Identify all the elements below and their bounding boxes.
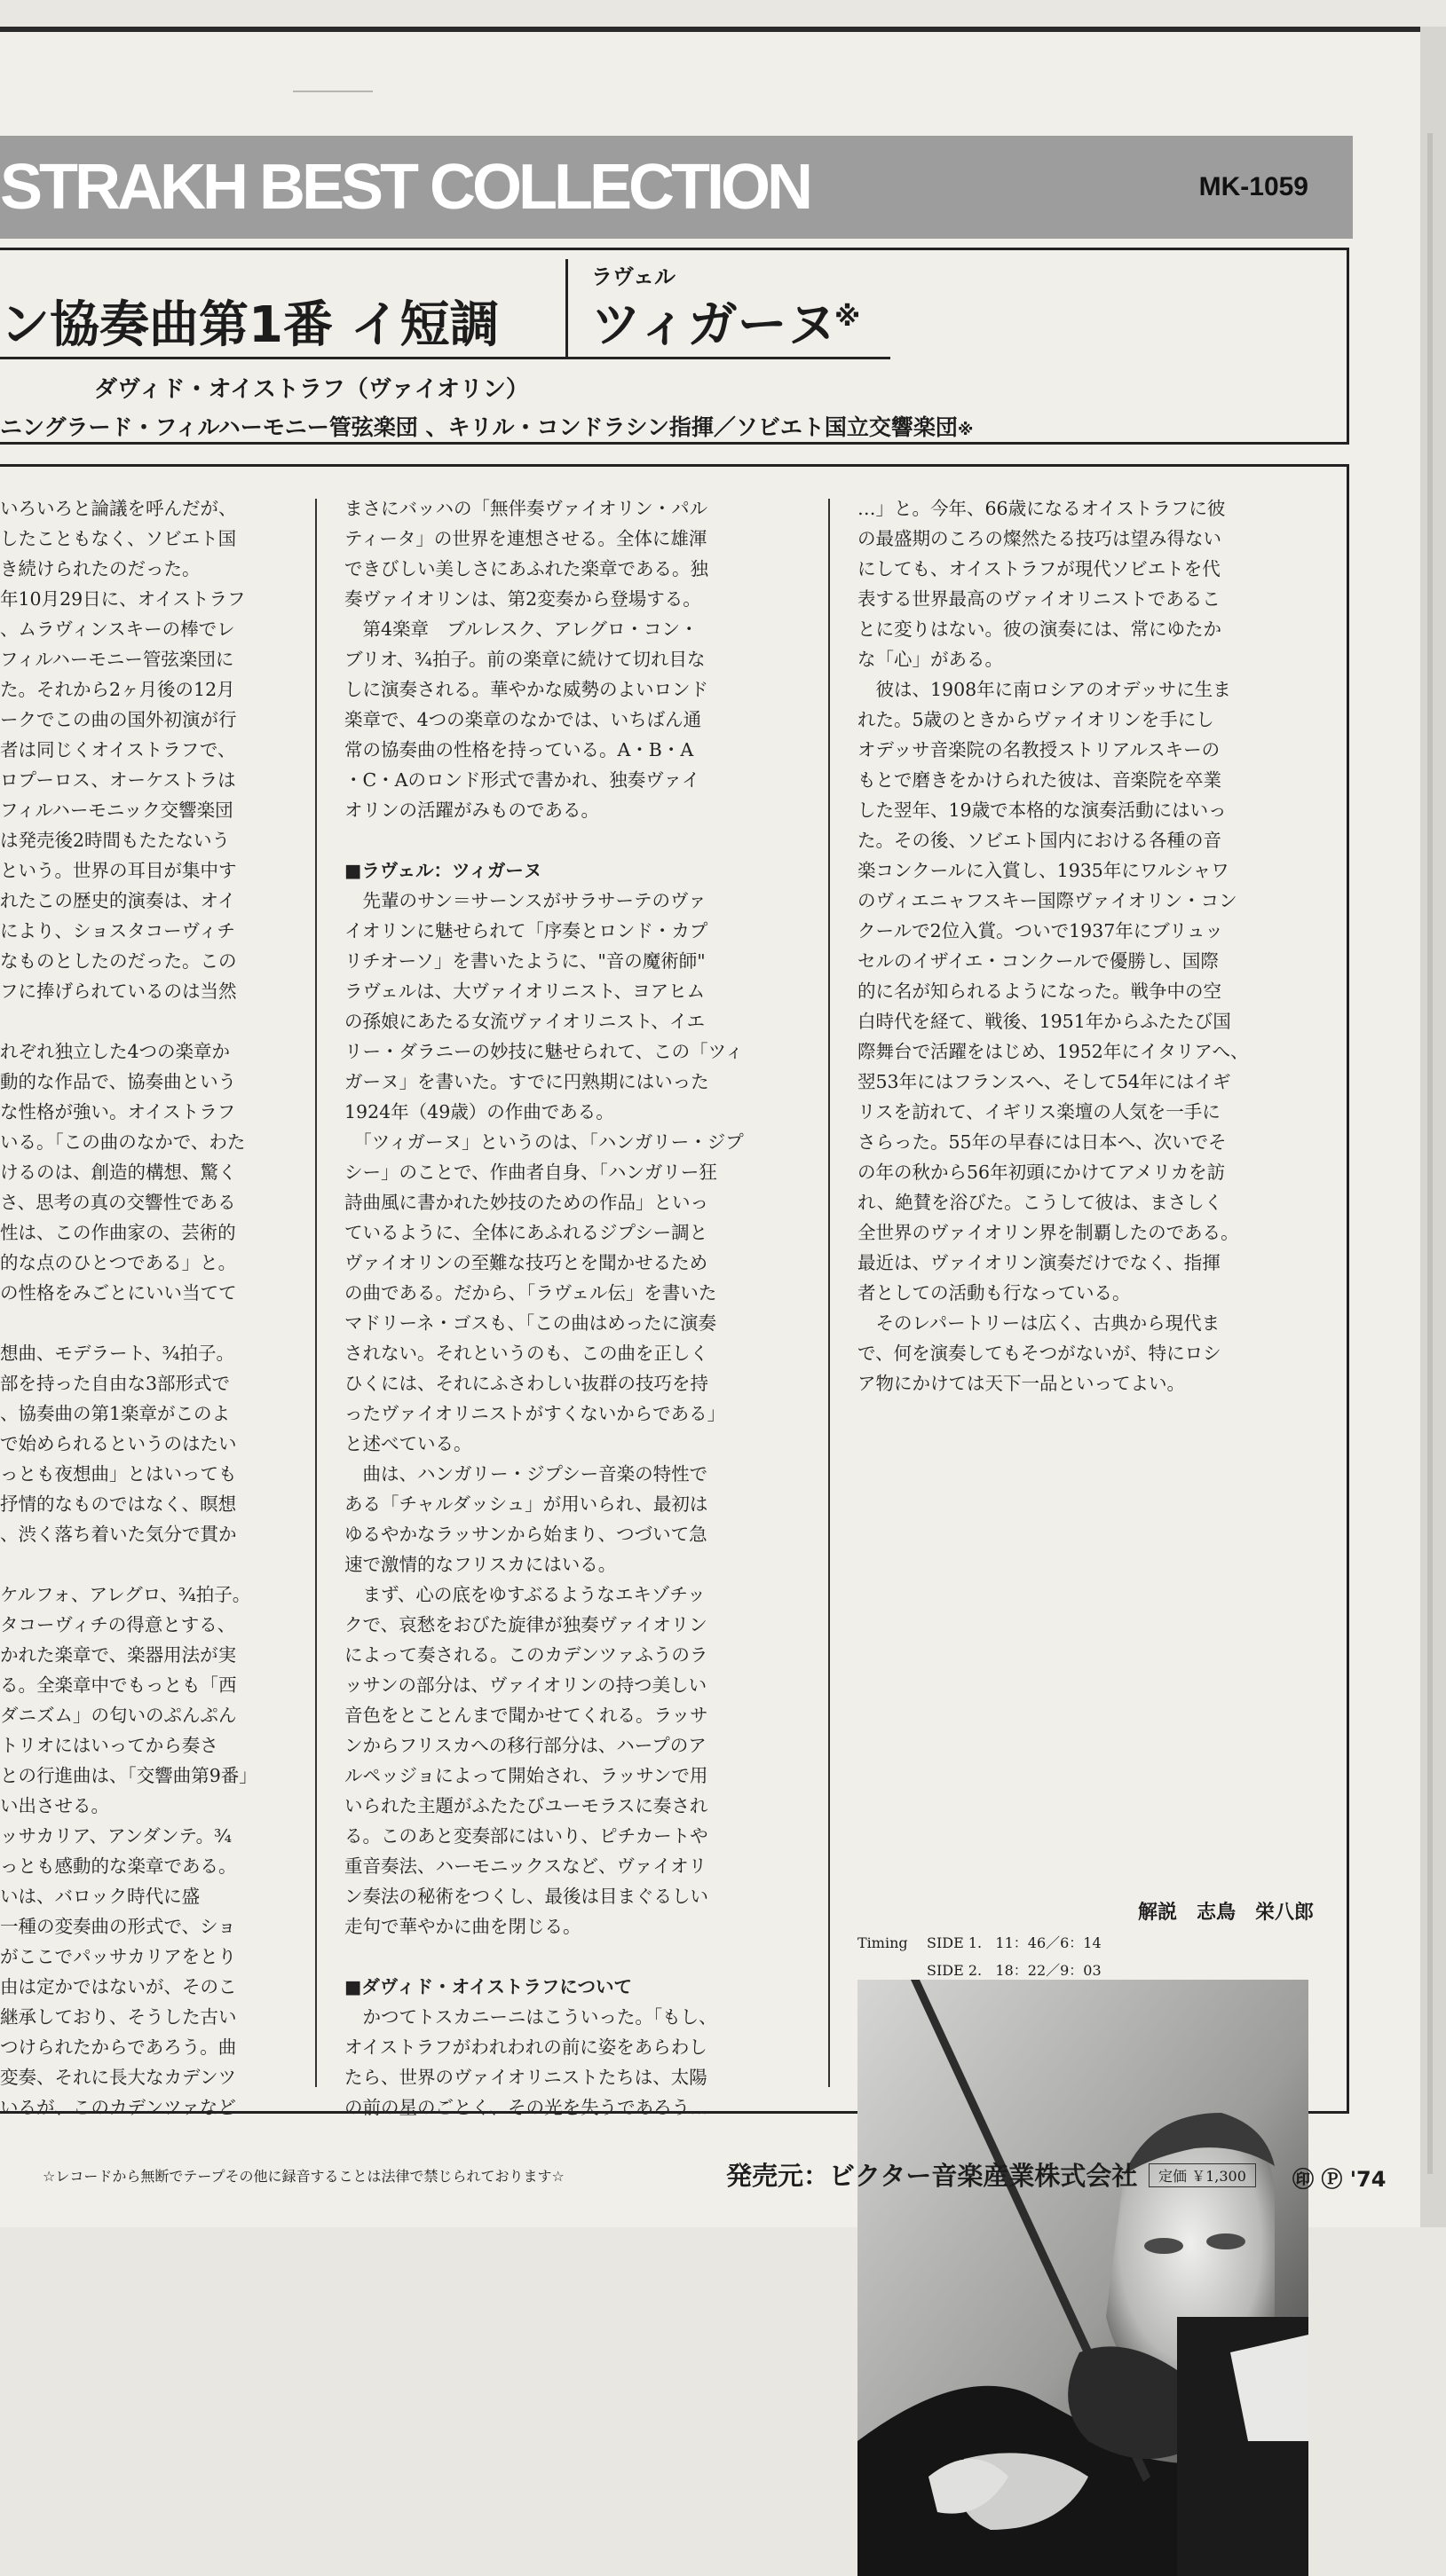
text-line: リー・ダラニーの妙技に魅せられて、この「ツィ bbox=[344, 1041, 744, 1062]
text-line: 表する世界最高のヴァイオリニストであるこ bbox=[857, 588, 1221, 610]
column-divider-2 bbox=[828, 499, 830, 2087]
text-line: 白時代を経て、戦後、1951年からふたたび国 bbox=[857, 1011, 1231, 1032]
text-line: 由は定かではないが、そのこ bbox=[0, 1976, 237, 1997]
text-line: なものとしたのだった。この bbox=[0, 950, 237, 972]
text-line: いるが、このカデンツァなど bbox=[0, 2097, 236, 2118]
footer bbox=[0, 2156, 1420, 2201]
text-line: フィルハーモニック交響楽団 bbox=[0, 800, 233, 821]
text-line: ■ダヴィド・オイストラフについて bbox=[344, 1976, 632, 1997]
text-line: 重音奏法、ハーモニックスなど、ヴァイオリ bbox=[344, 1855, 707, 1877]
text-line: れたこの歴史的演奏は、オイ bbox=[0, 890, 236, 911]
side2-label: SIDE 2. bbox=[927, 1962, 983, 1979]
text-line: 先輩のサン＝サーンスがサラサーテのヴァ bbox=[344, 890, 707, 911]
orchestra-text: ニングラード・フィルハーモニー管弦楽団 、キリル・コンドラシン指揮／ソビエト国立交響楽団 bbox=[0, 414, 958, 440]
text-line: 1924年（49歳）の作曲である。 bbox=[344, 1101, 614, 1123]
text-line: ているように、全体にあふれるジプシー調と bbox=[344, 1222, 708, 1243]
text-line: れぞれ独立した4つの楽章か bbox=[0, 1041, 231, 1062]
text-line: もとで磨きをかけられた彼は、音楽院を卒業 bbox=[857, 769, 1221, 791]
text-line: とに変りはない。彼の演奏には、常にゆたか bbox=[857, 618, 1221, 640]
text-line: そのレパートリーは広く、古典から現代ま bbox=[857, 1312, 1221, 1334]
work2-asterisk-mark: ※ bbox=[834, 302, 861, 333]
text-line: ークでこの曲の国外初演が行 bbox=[0, 709, 237, 730]
text-line: 速で激情的なフリスカにはいる。 bbox=[344, 1554, 617, 1575]
text-line: は発売後2時間もたたないう bbox=[0, 830, 231, 851]
text-line: っとも夜想曲」とはいっても bbox=[0, 1463, 237, 1485]
fold-mark bbox=[293, 91, 373, 92]
text-line: ロプーロス、オーケストラは bbox=[0, 769, 236, 791]
text-line: かれた楽章で、楽器用法が実 bbox=[0, 1644, 237, 1666]
text-line: した翌年、19歳で本格的な演奏活動にはいっ bbox=[857, 800, 1227, 821]
top-edge-line bbox=[0, 27, 1420, 32]
text-line: つけられたからであろう。曲 bbox=[0, 2036, 237, 2058]
text-line: ティータ」の世界を連想させる。全体に雄渾 bbox=[344, 528, 707, 549]
text-line: 翌53年にはフランスへ、そして54年にはイギ bbox=[857, 1071, 1231, 1092]
text-line: ■ラヴェル：ツィガーヌ bbox=[344, 860, 542, 881]
text-line: 継承しており、そうした古い bbox=[0, 2006, 237, 2028]
text-line: 楽コンクールに入賞し、1935年にワルシャワ bbox=[857, 860, 1229, 881]
text-line: 彼は、1908年に南ロシアのオデッサに生ま bbox=[857, 679, 1231, 700]
text-line: 詩曲風に書かれた妙技のための作品」といっ bbox=[344, 1192, 708, 1213]
heading-divider bbox=[565, 259, 568, 357]
orchestra-asterisk-mark: ※ bbox=[957, 421, 974, 439]
text-line: ったヴァイオリニストがすくないからである」 bbox=[344, 1403, 726, 1424]
text-line: 変奏、それに長大なカデンツ bbox=[0, 2067, 237, 2088]
text-line: た。それから2ヶ月後の12月 bbox=[0, 679, 235, 700]
text-line: ひくには、それにふさわしい抜群の技巧を持 bbox=[344, 1373, 708, 1394]
text-line: いろいろと論議を呼んだが、 bbox=[0, 498, 237, 519]
text-line: さらった。55年の早春には日本へ、次いでそ bbox=[857, 1131, 1227, 1153]
text-line: オリンの活躍がみものである。 bbox=[344, 800, 599, 821]
text-line: オイストラフがわれわれの前に姿をあらわし bbox=[344, 2036, 707, 2058]
timing-label: Timing bbox=[857, 1934, 908, 1951]
text-line: ヴァイオリンの至難な技巧とを聞かせるため bbox=[344, 1252, 708, 1273]
side2-value: 18：22／9：03 bbox=[995, 1962, 1102, 1979]
text-line: により、ショスタコーヴィチ bbox=[0, 920, 235, 941]
text-line: 走句で華やかに曲を閉じる。 bbox=[344, 1916, 581, 1937]
text-line: の性格をみごとにいい当てて bbox=[0, 1282, 237, 1304]
text-line: ラヴェルは、大ヴァイオリニスト、ヨアヒム bbox=[344, 981, 706, 1002]
work2-composer: ラヴェル bbox=[591, 264, 676, 289]
text-line: ッサンの部分は、ヴァイオリンの持つ美しい bbox=[344, 1674, 707, 1696]
text-line bbox=[0, 1308, 293, 1338]
side1-label: SIDE 1. bbox=[927, 1934, 983, 1951]
text-line: れた。5歳のときからヴァイオリンを手にし bbox=[857, 709, 1214, 730]
text-line: ゆるやかなラッサンから始まり、つづいて急 bbox=[344, 1524, 707, 1545]
text-line: イオリンに魅せられて「序奏とロンド・カプ bbox=[344, 920, 708, 941]
text-line: フィルハーモニー管弦楽団に bbox=[0, 649, 234, 670]
text-line: フに捧げられているのは当然 bbox=[0, 981, 237, 1002]
text-line: ア物にかけては天下一品といってよい。 bbox=[857, 1373, 1185, 1394]
text-line: の前の星のごとく、その光を失うであろう… bbox=[344, 2097, 708, 2118]
text-line: クールで2位入賞。ついで1937年にブリュッ bbox=[857, 920, 1223, 941]
orchestra-credit bbox=[0, 410, 973, 442]
text-line: の孫娘にあたる女流ヴァイオリニスト、イエ bbox=[344, 1011, 706, 1032]
text-line: マドリーネ・ゴスも、「この曲はめったに演奏 bbox=[344, 1312, 717, 1334]
text-line: た。その後、ソビエト国内における各種の音 bbox=[857, 830, 1221, 851]
notes-column-2 bbox=[344, 493, 797, 2123]
commentary-credit: 解説 志鳥 栄八郎 bbox=[1138, 1902, 1315, 1924]
text-line: …」と。今年、66歳になるオイストラフに彼 bbox=[857, 498, 1226, 519]
text-line: 曲は、ハンガリー・ジプシー音楽の特性で bbox=[344, 1463, 708, 1485]
text-line: 常の協奏曲の性格を持っている。A・B・A bbox=[344, 739, 694, 760]
text-line: いられた主題がふたたびユーモラスに奏され bbox=[344, 1795, 708, 1816]
text-line: で始められるというのはたい bbox=[0, 1433, 237, 1454]
text-line: 第4楽章 ブルレスク、アレグロ・コン・ bbox=[344, 618, 699, 640]
works-heading-box bbox=[0, 248, 1349, 445]
text-line: リチオーソ」を書いたように、"音の魔術師" bbox=[344, 950, 706, 972]
text-line: 的に名が知られるようになった。戦争中の空 bbox=[857, 981, 1221, 1002]
text-line: シー」のことで、作曲者自身、「ハンガリー狂 bbox=[344, 1162, 717, 1183]
text-line bbox=[344, 1942, 797, 1972]
text-line: ケルフォ、アレグロ、¾拍子。 bbox=[0, 1584, 251, 1605]
text-line: い出させる。 bbox=[0, 1795, 109, 1816]
text-line: しに演奏される。華やかな威勢のよいロンド bbox=[344, 679, 708, 700]
text-line: っとも感動的な楽章である。 bbox=[0, 1855, 237, 1877]
text-line: 動的な作品で、協奏曲という bbox=[0, 1071, 237, 1092]
text-line: セルのイザイエ・コンクールで優勝し、国際 bbox=[857, 950, 1219, 972]
text-line: たら、世界のヴァイオリニストたちは、太陽 bbox=[344, 2067, 707, 2088]
copyright-notice: ☆レコードから無断でテープその他に録音することは法律で禁じられております☆ bbox=[43, 2168, 565, 2185]
text-line: けるのは、創造的構想、驚く bbox=[0, 1162, 237, 1183]
violinist-photo-image bbox=[857, 1980, 1308, 2576]
text-line: 最近は、ヴァイオリン演奏だけでなく、指揮 bbox=[857, 1252, 1221, 1273]
notes-column-3 bbox=[857, 493, 1321, 1398]
text-line: 抒情的なものではなく、瞑想 bbox=[0, 1493, 237, 1515]
text-line: 、渋く落ち着いた気分で貫か bbox=[0, 1524, 237, 1545]
text-line: タコーヴィチの得意とする、 bbox=[0, 1614, 236, 1635]
text-line: さ、思考の真の交響性である bbox=[0, 1192, 236, 1213]
side1-value: 11：46／6：14 bbox=[995, 1934, 1102, 1951]
text-line: かつてトスカニーニはこういった。「もし、 bbox=[344, 2006, 717, 2028]
sleeve-edge bbox=[1420, 27, 1446, 2227]
performer-credit: ダヴィド・オイストラフ（ヴァイオリン） bbox=[94, 376, 529, 403]
text-line: 奏ヴァイオリンは、第2変奏から登場する。 bbox=[344, 588, 701, 610]
text-line: 、協奏曲の第1楽章がこのよ bbox=[0, 1403, 231, 1424]
text-line: にしても、オイストラフが現代ソビエトを代 bbox=[857, 558, 1221, 579]
text-line: 年10月29日に、オイストラフ bbox=[0, 588, 246, 610]
text-line: 想曲、モデラート、¾拍子。 bbox=[0, 1343, 235, 1364]
text-line: 的な点のひとつである」と。 bbox=[0, 1252, 237, 1273]
text-line: ン奏法の秘術をつくし、最後は目まぐるしい bbox=[344, 1886, 708, 1907]
series-title: STRAKH BEST COLLECTION bbox=[0, 152, 810, 223]
catalog-number: MK-1059 bbox=[1198, 172, 1308, 201]
text-line: 者としての活動も行なっている。 bbox=[857, 1282, 1131, 1304]
text-line: という。世界の耳目が集中す bbox=[0, 860, 237, 881]
text-line: 一種の変奏曲の形式で、ショ bbox=[0, 1916, 236, 1937]
work2-title: ツィガーヌ bbox=[591, 296, 837, 354]
text-line: 、ムラヴィンスキーの棒でレ bbox=[0, 618, 235, 640]
text-line: の年の秋から56年初頭にかけてアメリカを訪 bbox=[857, 1162, 1226, 1183]
text-line: 者は同じくオイストラフで、 bbox=[0, 739, 236, 760]
text-line: 際舞台で活躍をはじめ、1952年にイタリアへ、 bbox=[857, 1041, 1249, 1062]
text-line: 全世界のヴァイオリン界を制覇したのである。 bbox=[857, 1222, 1239, 1243]
text-line: との行進曲は、「交響曲第9番」 bbox=[0, 1765, 257, 1786]
column-divider-1 bbox=[315, 499, 317, 2087]
text-line: ガーヌ」を書いた。すでに円熟期にはいった bbox=[344, 1071, 709, 1092]
text-line: 音色をとことんまで聞かせてくれる。ラッサ bbox=[344, 1705, 708, 1726]
text-line: な「心」がある。 bbox=[857, 649, 1003, 670]
text-line: な性格が強い。オイストラフ bbox=[0, 1101, 236, 1123]
text-line: 楽章で、4つの楽章のなかでは、いちばん通 bbox=[344, 709, 702, 730]
text-line: き続けられたのだった。 bbox=[0, 558, 201, 579]
text-line: の曲である。だから、「ラヴェル伝」を書いた bbox=[344, 1282, 717, 1304]
text-line: リスを訪れて、イギリス楽壇の人気を一手に bbox=[857, 1101, 1221, 1123]
text-line: によって奏される。このカデンツァふうのラ bbox=[344, 1644, 708, 1666]
text-line: と述べている。 bbox=[344, 1433, 472, 1454]
text-line: まさにバッハの「無伴奏ヴァイオリン・パル bbox=[344, 498, 708, 519]
publisher: 発売元：ビクター音楽産業株式会社 bbox=[726, 2161, 1138, 2191]
text-line: ルペッジョによって開始され、ラッサンで用 bbox=[344, 1765, 708, 1786]
text-line: ンからフリスカへの移行部分は、ハープのア bbox=[344, 1735, 707, 1756]
timing-block bbox=[857, 1929, 1102, 1984]
text-line: トリオにはいってから奏さ bbox=[0, 1735, 218, 1756]
text-line: れ、絶賛を浴びた。こうして彼は、まさしく bbox=[857, 1192, 1223, 1213]
text-line: のヴィエニャフスキー国際ヴァイオリン・コン bbox=[857, 890, 1237, 911]
text-line: ある「チャルダッシュ」が用いられ、最初は bbox=[344, 1493, 708, 1515]
text-line: る。このあと変奏部にはいり、ピチカートや bbox=[344, 1825, 708, 1847]
text-line: できびしい美しさにあふれた楽章である。独 bbox=[344, 558, 708, 579]
text-line: ・C・Aのロンド形式で書かれ、独奏ヴァイ bbox=[344, 769, 700, 791]
text-line bbox=[344, 825, 797, 855]
text-line: がここでパッサカリアをとり bbox=[0, 1946, 237, 1967]
text-line: 「ツィガーヌ」というのは、「ハンガリー・ジプ bbox=[344, 1131, 744, 1153]
text-line: 部を持った自由な3部形式で bbox=[0, 1373, 231, 1394]
label-code: ㊞ Ⓟ '74 bbox=[1292, 2167, 1387, 2192]
text-line: いる。「この曲のなかで、わた bbox=[0, 1131, 246, 1153]
violinist-photo bbox=[857, 1980, 1308, 2576]
notes-body-box bbox=[0, 464, 1349, 2118]
work1-title: ン協奏曲第1番 イ短調 bbox=[0, 296, 500, 354]
text-line: の最盛期のころの燦然たる技巧は望み得ない bbox=[857, 528, 1221, 549]
text-line: ブリオ、¾拍子。前の楽章に続けて切れ目な bbox=[344, 649, 706, 670]
series-banner bbox=[0, 136, 1353, 239]
text-line: されない。それというのも、この曲を正しく bbox=[344, 1343, 708, 1364]
notes-column-1 bbox=[0, 493, 293, 2123]
text-line: る。全楽章中でもっとも「西 bbox=[0, 1674, 237, 1696]
text-line: 性は、この作曲家の、芸術的 bbox=[0, 1222, 236, 1243]
text-line: ダニズム」の匂いのぷんぷん bbox=[0, 1705, 237, 1726]
text-line: したこともなく、ソビエト国 bbox=[0, 528, 237, 549]
heading-rule bbox=[0, 357, 890, 359]
text-line bbox=[0, 1006, 293, 1036]
text-line: ッサカリア、アンダンテ。¾ bbox=[0, 1825, 232, 1847]
text-line: まず、心の底をゆすぶるようなエキゾチッ bbox=[344, 1584, 706, 1605]
text-line: で、何を演奏してもそつがないが、特にロシ bbox=[857, 1343, 1221, 1364]
text-line: オデッサ音楽院の名教授ストリアルスキーの bbox=[857, 739, 1221, 760]
price-box: 定価 ￥1,300 bbox=[1149, 2163, 1256, 2187]
text-line bbox=[0, 1549, 293, 1579]
text-line: クで、哀愁をおびた旋律が独奏ヴァイオリン bbox=[344, 1614, 707, 1635]
text-line: いは、バロック時代に盛 bbox=[0, 1886, 201, 1907]
